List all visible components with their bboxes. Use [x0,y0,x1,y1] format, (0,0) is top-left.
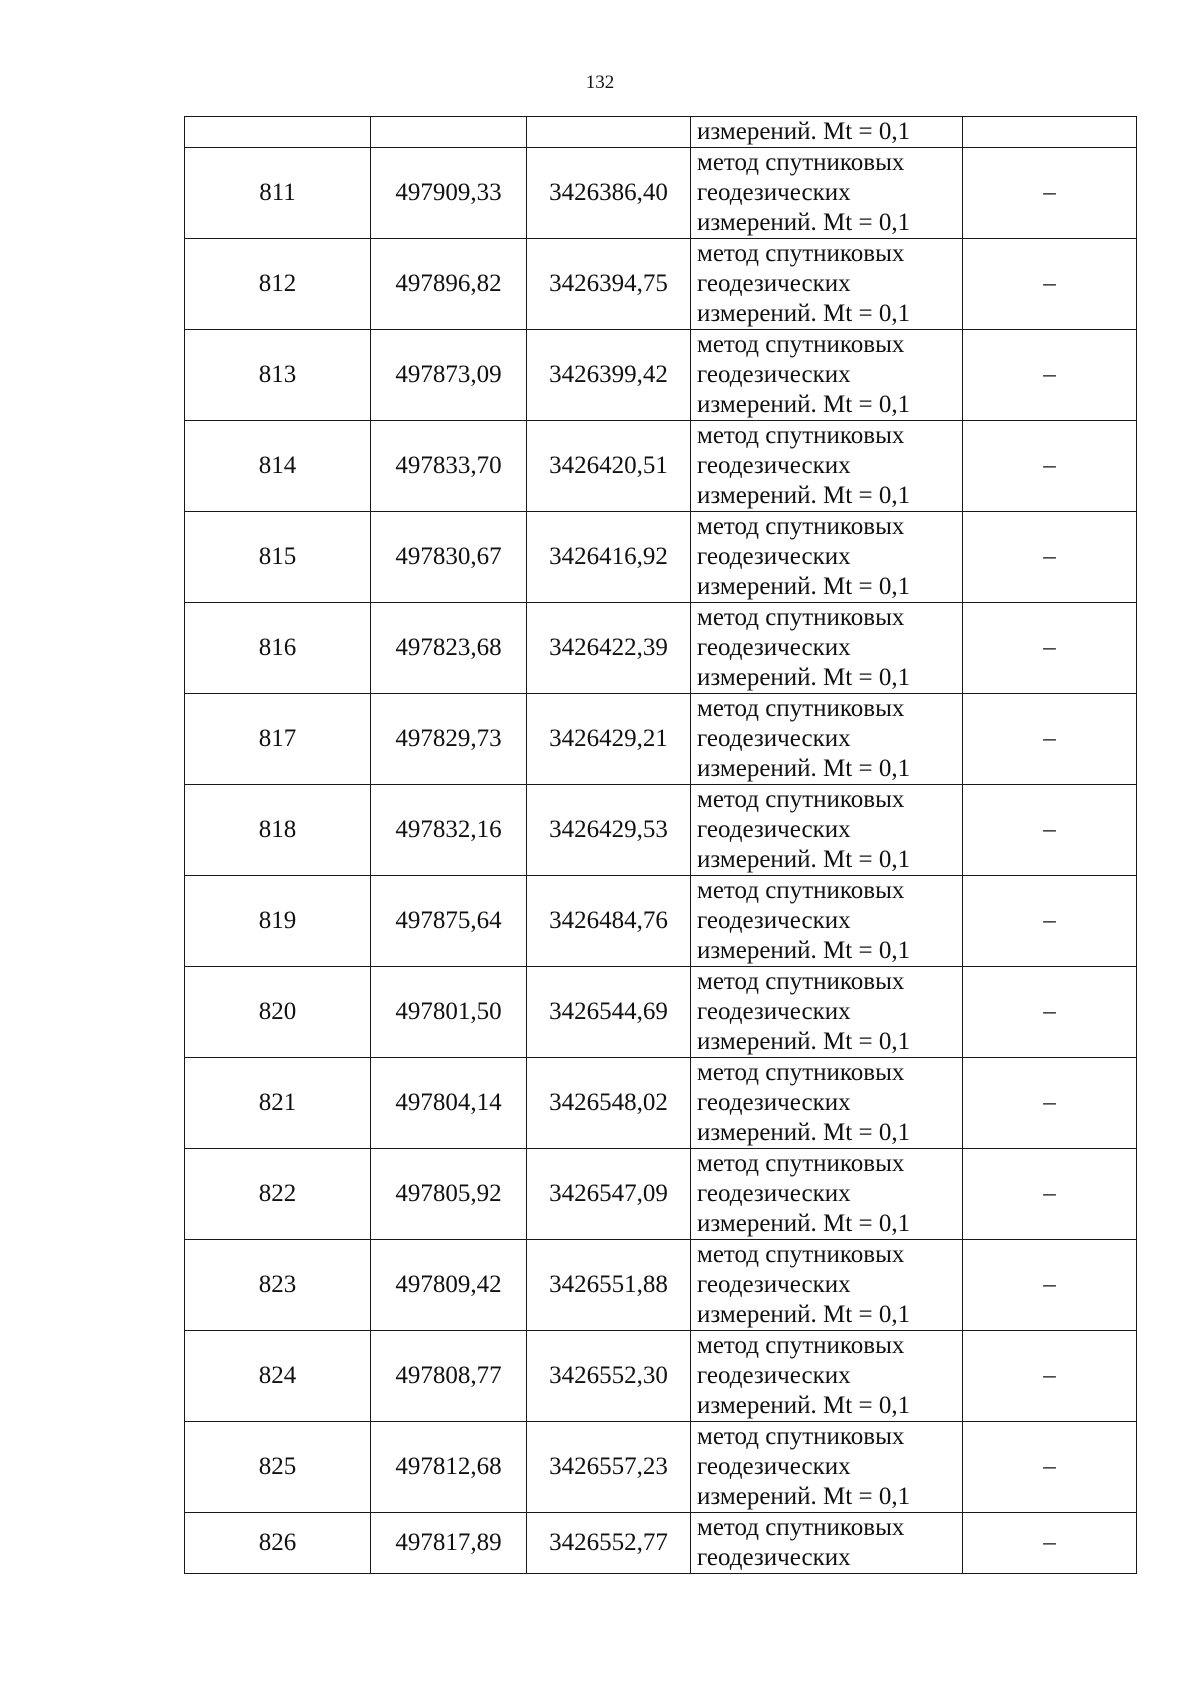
method-cell [691,785,963,876]
point-number-cell: 819 [185,876,371,967]
y-coordinate-cell: 3426429,53 [527,785,691,876]
y-coordinate-cell: 3426399,42 [527,330,691,421]
method-line: метод спутниковых [697,968,905,995]
method-cell [691,1513,963,1574]
method-line: метод спутниковых [697,1423,905,1450]
y-coordinate-cell: 3426552,30 [527,1331,691,1422]
table-row [185,603,1137,694]
extra-cell: – [963,603,1137,694]
method-cell [691,1422,963,1513]
extra-cell [963,117,1137,148]
point-number-cell: 813 [185,330,371,421]
method-cell [691,512,963,603]
x-coordinate-cell: 497805,92 [371,1149,527,1240]
method-line: измерений. Mt = 0,1 [697,937,911,964]
y-coordinate-cell: 3426544,69 [527,967,691,1058]
method-line: метод спутниковых [697,695,905,722]
page-number: 132 [585,72,615,93]
table-row [185,785,1137,876]
method-line: метод спутниковых [697,1059,905,1086]
y-coordinate-cell [527,117,691,148]
x-coordinate-cell: 497817,89 [371,1513,527,1574]
method-line: измерений. Mt = 0,1 [697,1392,911,1419]
point-number-cell: 811 [185,148,371,239]
table-row [185,876,1137,967]
method-cell [691,330,963,421]
method-line: измерений. Mt = 0,1 [697,846,911,873]
point-number-cell: 812 [185,239,371,330]
extra-cell: – [963,967,1137,1058]
method-line: метод спутниковых [697,149,905,176]
x-coordinate-cell: 497909,33 [371,148,527,239]
table-row [185,512,1137,603]
point-number-cell: 824 [185,1331,371,1422]
method-line: измерений. Mt = 0,1 [697,1483,911,1510]
x-coordinate-cell: 497873,09 [371,330,527,421]
method-line: геодезических [697,179,851,206]
extra-cell: – [963,694,1137,785]
method-cell [691,694,963,785]
table-row [185,1513,1137,1574]
method-line: метод спутниковых [697,331,905,358]
x-coordinate-cell [371,117,527,148]
method-line: метод спутниковых [697,422,905,449]
method-cell [691,1058,963,1149]
coordinates-table [184,116,1137,1574]
method-line: метод спутниковых [697,1241,905,1268]
method-line: измерений. Mt = 0,1 [697,1210,911,1237]
method-cell [691,148,963,239]
method-cell [691,1240,963,1331]
x-coordinate-cell: 497829,73 [371,694,527,785]
extra-cell: – [963,1422,1137,1513]
table-row [185,421,1137,512]
method-cell [691,239,963,330]
method-line: измерений. Mt = 0,1 [697,1301,911,1328]
method-line: измерений. Mt = 0,1 [697,118,911,145]
extra-cell: – [963,239,1137,330]
method-line: геодезических [697,543,851,570]
method-line: геодезических [697,1362,851,1389]
extra-cell: – [963,1058,1137,1149]
table-row [185,694,1137,785]
method-line: геодезических [697,1089,851,1116]
extra-cell: – [963,876,1137,967]
extra-cell: – [963,330,1137,421]
method-cell [691,421,963,512]
method-line: геодезических [697,270,851,297]
point-number-cell: 821 [185,1058,371,1149]
point-number-cell: 815 [185,512,371,603]
y-coordinate-cell: 3426552,77 [527,1513,691,1574]
method-line: геодезических [697,361,851,388]
method-line: метод спутниковых [697,786,905,813]
method-line: метод спутниковых [697,604,905,631]
y-coordinate-cell: 3426547,09 [527,1149,691,1240]
table-row [185,239,1137,330]
point-number-cell: 816 [185,603,371,694]
point-number-cell [185,117,371,148]
y-coordinate-cell: 3426484,76 [527,876,691,967]
x-coordinate-cell: 497812,68 [371,1422,527,1513]
method-cell [691,1149,963,1240]
x-coordinate-cell: 497833,70 [371,421,527,512]
method-line: метод спутниковых [697,513,905,540]
x-coordinate-cell: 497804,14 [371,1058,527,1149]
table-row [185,330,1137,421]
y-coordinate-cell: 3426557,23 [527,1422,691,1513]
table-row [185,1058,1137,1149]
method-line: измерений. Mt = 0,1 [697,391,911,418]
y-coordinate-cell: 3426422,39 [527,603,691,694]
method-cell [691,117,963,148]
y-coordinate-cell: 3426386,40 [527,148,691,239]
extra-cell: – [963,785,1137,876]
method-cell [691,603,963,694]
point-number-cell: 814 [185,421,371,512]
method-line: геодезических [697,907,851,934]
method-line: метод спутниковых [697,240,905,267]
point-number-cell: 823 [185,1240,371,1331]
x-coordinate-cell: 497801,50 [371,967,527,1058]
x-coordinate-cell: 497832,16 [371,785,527,876]
method-line: измерений. Mt = 0,1 [697,300,911,327]
method-line: геодезических [697,1544,851,1571]
method-line: геодезических [697,1271,851,1298]
method-line: геодезических [697,998,851,1025]
method-line: измерений. Mt = 0,1 [697,209,911,236]
method-line: метод спутниковых [697,1514,905,1541]
coordinates-table-body [185,117,1137,1574]
method-line: измерений. Mt = 0,1 [697,1028,911,1055]
method-line: измерений. Mt = 0,1 [697,482,911,509]
point-number-cell: 818 [185,785,371,876]
y-coordinate-cell: 3426394,75 [527,239,691,330]
y-coordinate-cell: 3426551,88 [527,1240,691,1331]
y-coordinate-cell: 3426548,02 [527,1058,691,1149]
method-line: геодезических [697,1453,851,1480]
extra-cell: – [963,421,1137,512]
method-cell [691,1331,963,1422]
method-line: метод спутниковых [697,1150,905,1177]
x-coordinate-cell: 497808,77 [371,1331,527,1422]
x-coordinate-cell: 497875,64 [371,876,527,967]
method-cell [691,967,963,1058]
table-row [185,1422,1137,1513]
method-line: геодезических [697,452,851,479]
method-line: измерений. Mt = 0,1 [697,664,911,691]
method-line: геодезических [697,725,851,752]
method-line: измерений. Mt = 0,1 [697,1119,911,1146]
point-number-cell: 817 [185,694,371,785]
method-line: метод спутниковых [697,1332,905,1359]
method-line: метод спутниковых [697,877,905,904]
x-coordinate-cell: 497896,82 [371,239,527,330]
extra-cell: – [963,1513,1137,1574]
method-line: геодезических [697,634,851,661]
method-line: геодезических [697,816,851,843]
x-coordinate-cell: 497823,68 [371,603,527,694]
table-row [185,1149,1137,1240]
x-coordinate-cell: 497830,67 [371,512,527,603]
method-line: измерений. Mt = 0,1 [697,573,911,600]
extra-cell: – [963,1331,1137,1422]
point-number-cell: 822 [185,1149,371,1240]
point-number-cell: 820 [185,967,371,1058]
table-row [185,967,1137,1058]
point-number-cell: 826 [185,1513,371,1574]
continued-row [185,117,1137,148]
extra-cell: – [963,1149,1137,1240]
extra-cell: – [963,512,1137,603]
x-coordinate-cell: 497809,42 [371,1240,527,1331]
table-row [185,148,1137,239]
method-line: геодезических [697,1180,851,1207]
y-coordinate-cell: 3426416,92 [527,512,691,603]
method-cell [691,876,963,967]
table-row [185,1331,1137,1422]
extra-cell: – [963,1240,1137,1331]
y-coordinate-cell: 3426429,21 [527,694,691,785]
table-row [185,1240,1137,1331]
point-number-cell: 825 [185,1422,371,1513]
extra-cell: – [963,148,1137,239]
method-line: измерений. Mt = 0,1 [697,755,911,782]
y-coordinate-cell: 3426420,51 [527,421,691,512]
